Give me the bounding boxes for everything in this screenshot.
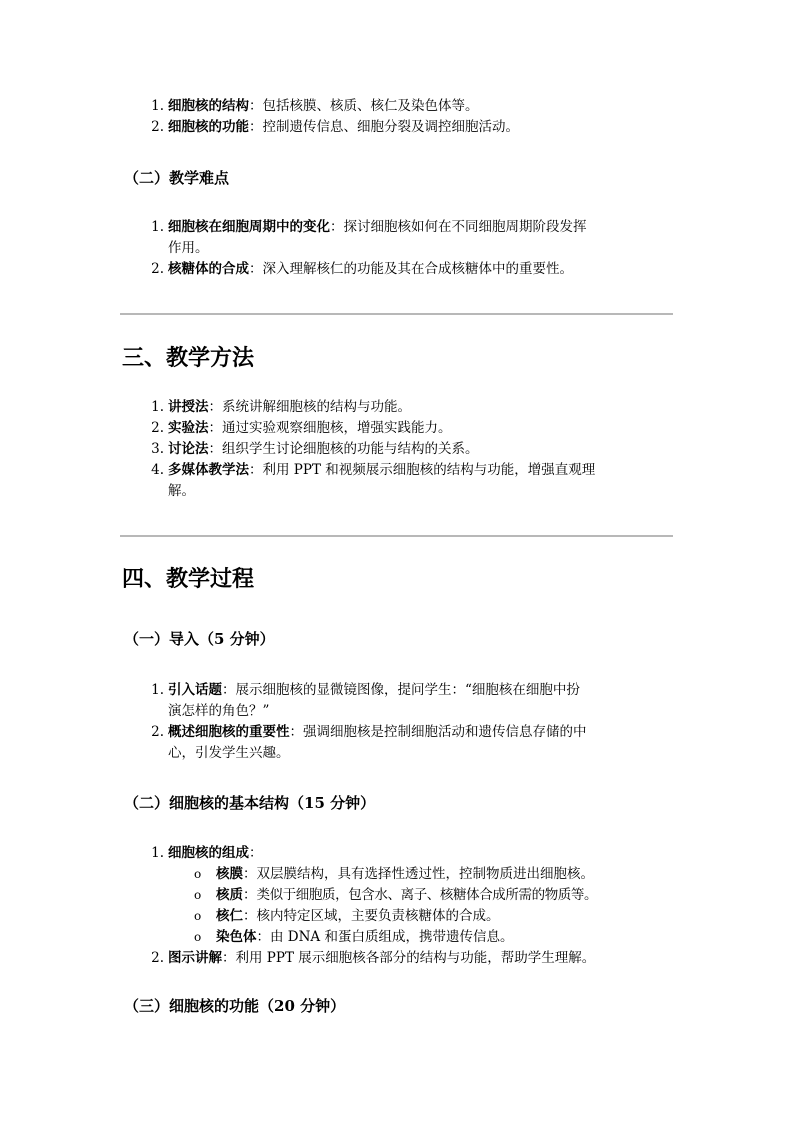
list-item — [151, 418, 688, 439]
list-number: 3. — [151, 441, 164, 457]
horizontal-rule — [120, 313, 673, 315]
key-points-list — [151, 96, 688, 138]
list-number: 1. — [151, 682, 164, 698]
sublist-item — [194, 906, 728, 927]
intro-list — [151, 680, 688, 764]
list-separator: ： — [289, 724, 303, 740]
list-item — [151, 217, 688, 259]
list-item — [151, 259, 688, 280]
list-item — [151, 117, 688, 138]
list-separator: ： — [243, 908, 257, 924]
section-heading-process: 四、教学过程 — [122, 566, 255, 592]
list-number: 2. — [151, 261, 164, 277]
list-separator: ： — [208, 420, 222, 436]
list-desc: 组织学生讨论细胞核的功能与结构的关系。 — [222, 441, 479, 457]
list-term: 细胞核在细胞周期中的变化 — [168, 219, 330, 235]
list-separator: ： — [208, 399, 222, 415]
list-desc: 包括核膜、核质、核仁及染色体等。 — [262, 98, 479, 114]
list-term: 概述细胞核的重要性 — [168, 724, 290, 740]
list-number: 4. — [151, 462, 164, 478]
difficulties-list — [151, 217, 688, 280]
list-term: 染色体 — [216, 929, 257, 945]
list-term: 核膜 — [216, 866, 243, 882]
list-term: 核仁 — [216, 908, 243, 924]
list-number: 2. — [151, 420, 164, 436]
list-desc: 核内特定区域，主要负责核糖体的合成。 — [256, 908, 500, 924]
list-item — [151, 843, 728, 948]
list-term: 讨论法 — [168, 441, 209, 457]
sublist-item — [194, 885, 728, 906]
list-term: 核糖体的合成 — [168, 261, 249, 277]
methods-list — [151, 397, 688, 502]
list-desc: 控制遗传信息、细胞分裂及调控细胞活动。 — [262, 119, 519, 135]
list-term: 多媒体教学法 — [168, 462, 249, 478]
list-desc: 由 DNA 和蛋白质组成，携带遗传信息。 — [270, 929, 514, 945]
subsection-heading-function: （三）细胞核的功能（20 分钟） — [124, 997, 346, 1015]
list-separator: ： — [256, 929, 270, 945]
list-number: 2. — [151, 724, 164, 740]
list-term: 细胞核的结构 — [168, 98, 249, 114]
list-desc: 类似于细胞质，包含水、离子、核糖体合成所需的物质等。 — [256, 887, 598, 903]
list-item — [151, 680, 688, 722]
section-heading-methods: 三、教学方法 — [122, 345, 255, 371]
list-desc-continued: 心，引发学生兴趣。 — [168, 745, 290, 761]
list-item — [151, 397, 688, 418]
list-term: 讲授法 — [168, 399, 209, 415]
list-term: 实验法 — [168, 420, 209, 436]
list-desc-continued: 演怎样的角色？” — [168, 703, 270, 719]
list-desc: 利用 PPT 和视频展示细胞核的结构与功能，增强直观理 — [262, 462, 596, 478]
list-item — [151, 96, 688, 117]
list-separator: ： — [222, 682, 236, 698]
list-number: 2. — [151, 119, 164, 135]
bullet-marker: o — [194, 909, 202, 923]
horizontal-rule — [120, 535, 673, 537]
list-number: 2. — [151, 950, 164, 966]
list-separator: ： — [249, 845, 263, 861]
list-desc: 展示细胞核的显微镜图像，提问学生：“细胞核在细胞中扮 — [235, 682, 580, 698]
list-desc: 系统讲解细胞核的结构与功能。 — [222, 399, 411, 415]
structure-list — [151, 843, 728, 969]
list-separator: ： — [249, 98, 263, 114]
list-term: 引入话题 — [168, 682, 222, 698]
subsection-heading-structure: （二）细胞核的基本结构（15 分钟） — [124, 794, 376, 812]
list-item — [151, 460, 688, 502]
list-separator: ： — [208, 441, 222, 457]
list-number: 1. — [151, 399, 164, 415]
list-separator: ： — [249, 261, 263, 277]
bullet-marker: o — [194, 930, 202, 944]
list-term: 细胞核的组成 — [168, 845, 249, 861]
list-desc: 探讨细胞核如何在不同细胞周期阶段发挥 — [343, 219, 587, 235]
list-separator: ： — [222, 950, 236, 966]
list-number: 1. — [151, 845, 164, 861]
list-separator: ： — [243, 866, 257, 882]
bullet-marker: o — [194, 888, 202, 902]
structure-sublist — [194, 864, 728, 948]
list-desc-continued: 作用。 — [168, 240, 209, 256]
list-number: 1. — [151, 219, 164, 235]
list-number: 1. — [151, 98, 164, 114]
list-desc-continued: 解。 — [168, 483, 195, 499]
list-item — [151, 722, 688, 764]
sublist-item — [194, 927, 728, 948]
list-desc: 深入理解核仁的功能及其在合成核糖体中的重要性。 — [262, 261, 573, 277]
list-term: 细胞核的功能 — [168, 119, 249, 135]
section-heading-difficulties: （二）教学难点 — [124, 169, 230, 187]
subsection-heading-intro: （一）导入（5 分钟） — [124, 630, 275, 648]
list-desc: 利用 PPT 展示细胞核各部分的结构与功能，帮助学生理解。 — [235, 950, 596, 966]
list-separator: ： — [249, 119, 263, 135]
list-desc: 强调细胞核是控制细胞活动和遗传信息存储的中 — [303, 724, 587, 740]
list-item — [151, 948, 728, 969]
list-desc: 通过实验观察细胞核，增强实践能力。 — [222, 420, 452, 436]
sublist-item — [194, 864, 728, 885]
list-term: 核质 — [216, 887, 243, 903]
list-separator: ： — [243, 887, 257, 903]
list-separator: ： — [330, 219, 344, 235]
bullet-marker: o — [194, 867, 202, 881]
list-item — [151, 439, 688, 460]
list-separator: ： — [249, 462, 263, 478]
list-term: 图示讲解 — [168, 950, 222, 966]
list-desc: 双层膜结构，具有选择性透过性，控制物质进出细胞核。 — [256, 866, 594, 882]
